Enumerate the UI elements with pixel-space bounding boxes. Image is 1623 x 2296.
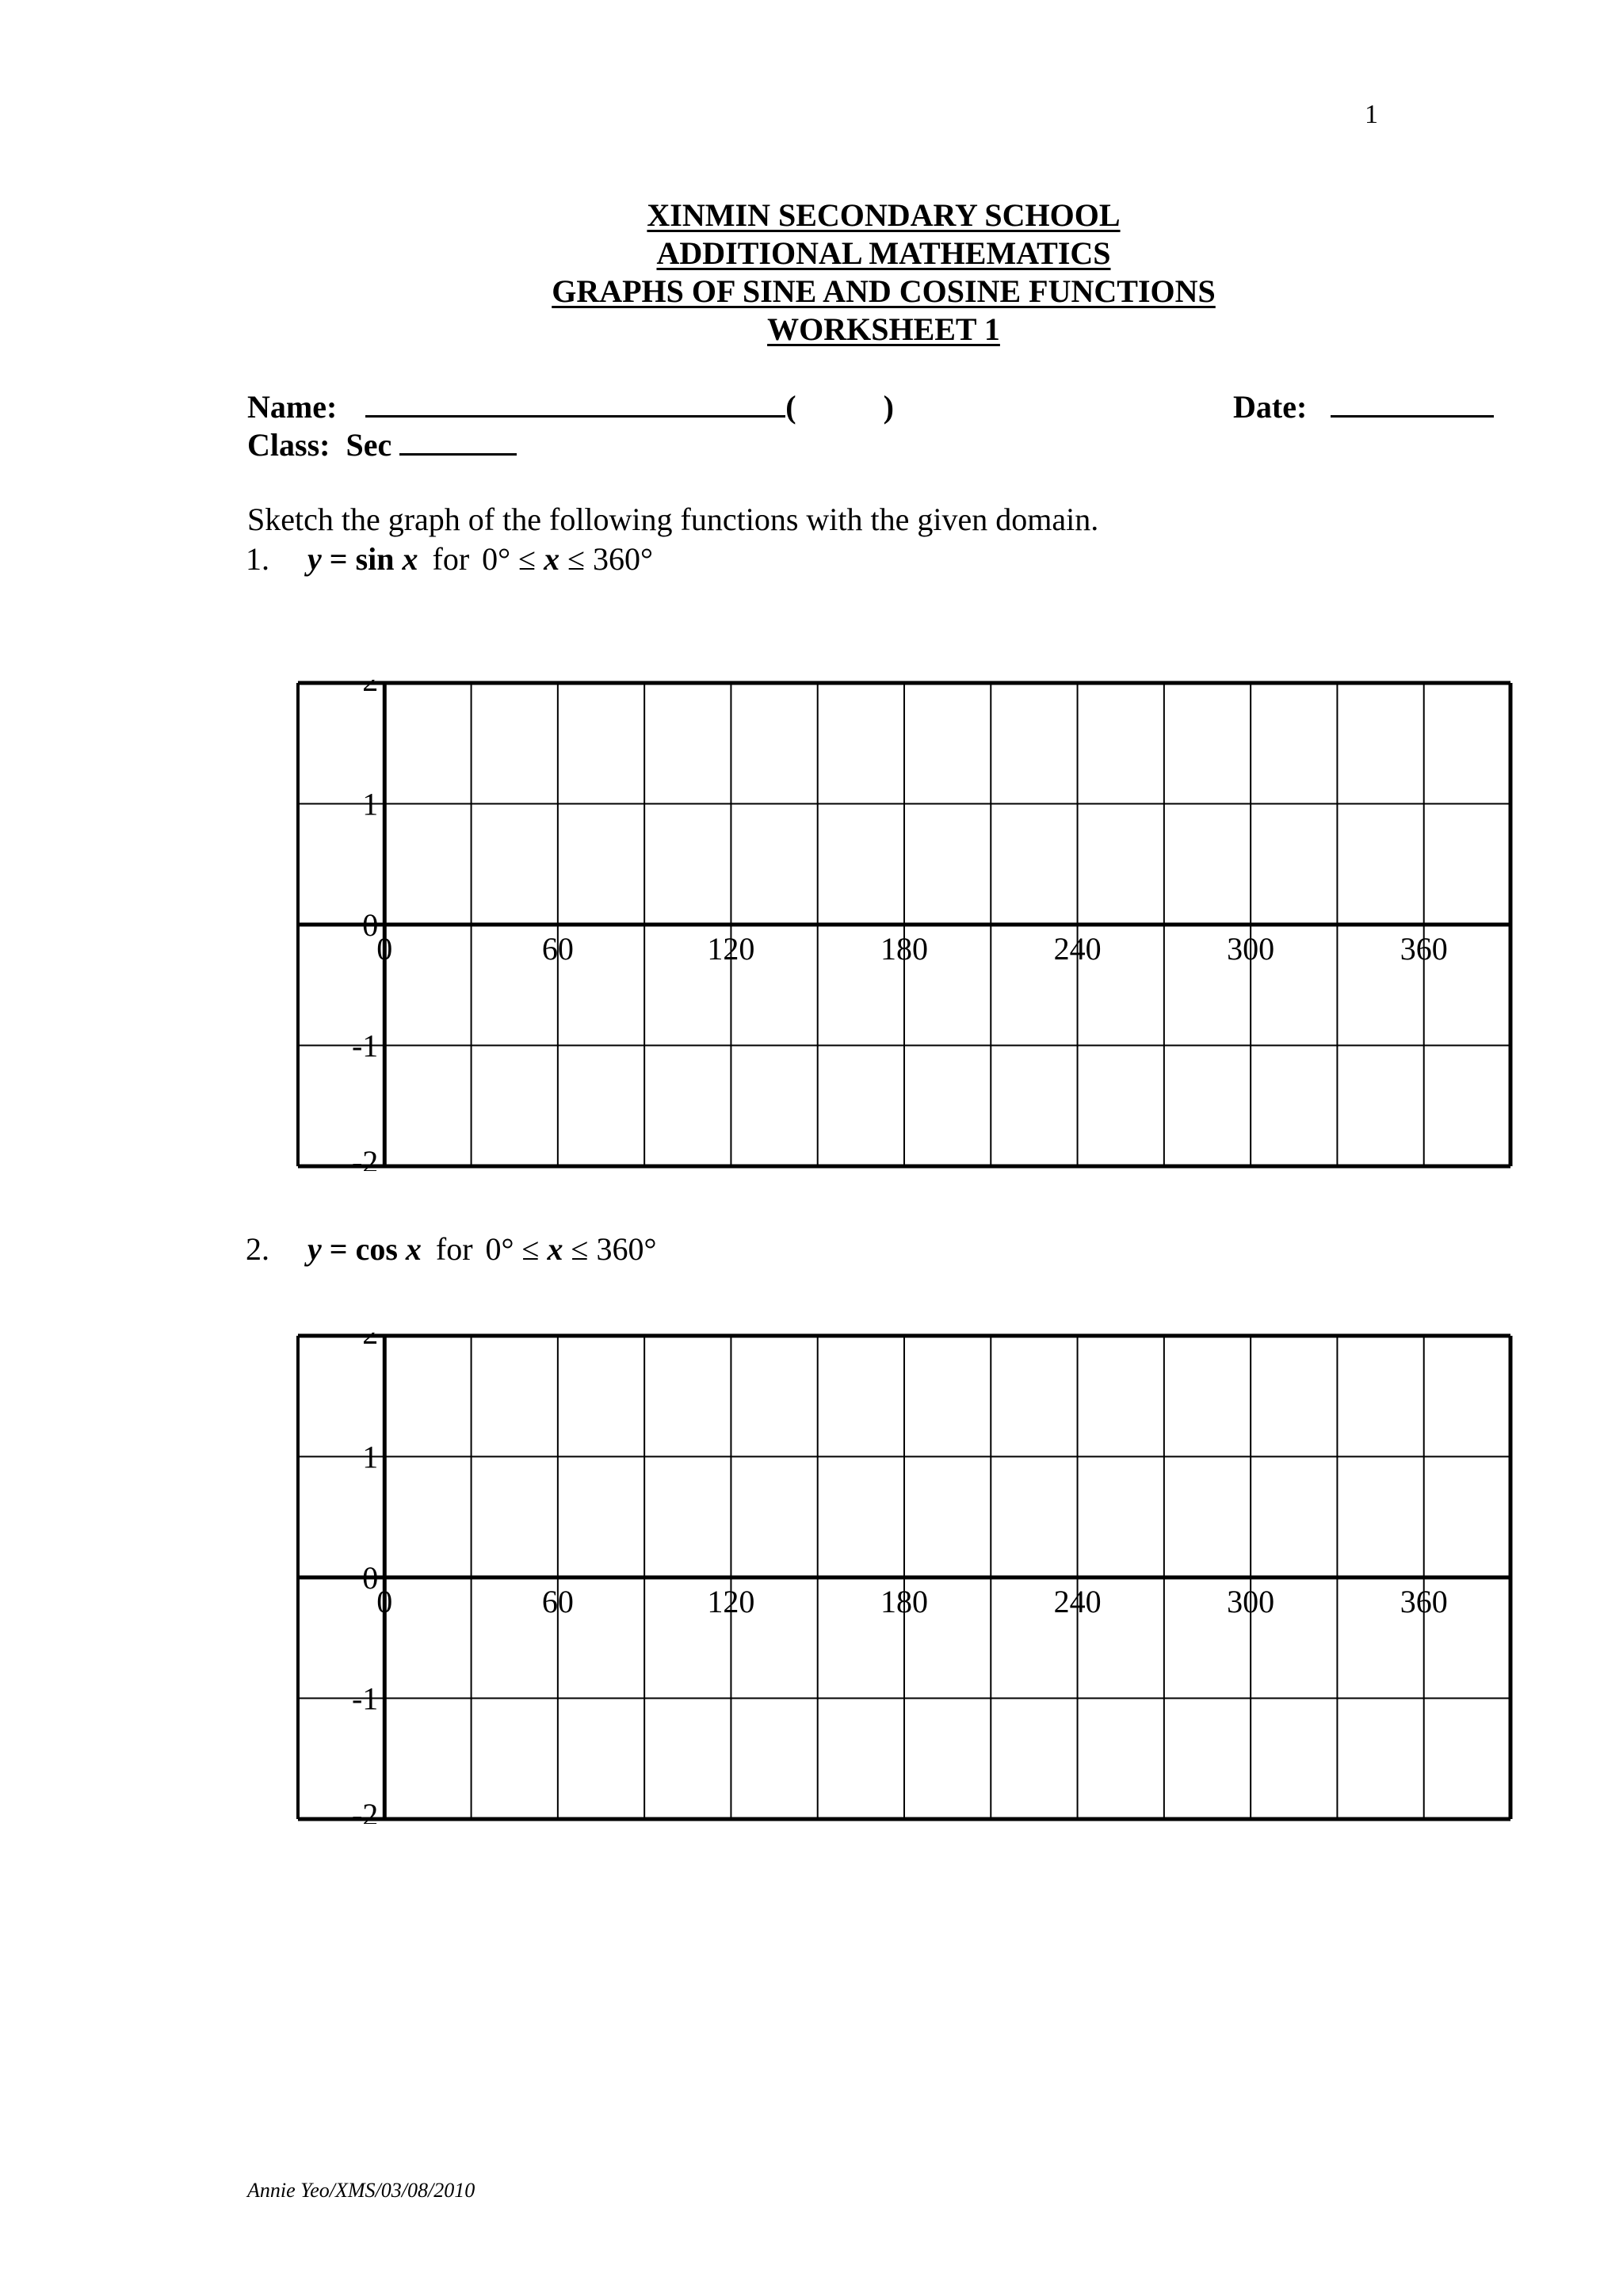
domain-end: ≤ 360°	[567, 541, 654, 577]
x-tick-label: 120	[707, 931, 755, 967]
function-equals: =	[329, 541, 348, 577]
graph-grid-2[interactable]	[295, 1333, 1515, 1828]
y-tick-label: 2	[362, 1333, 379, 1351]
domain-variable: x	[544, 541, 560, 577]
y-tick-label: -2	[351, 1797, 379, 1824]
function-y: y	[307, 541, 322, 577]
y-tick-label: 1	[362, 1439, 379, 1475]
school-name: XINMIN SECONDARY SCHOOL	[647, 197, 1121, 233]
y-tick-label: -1	[351, 1028, 379, 1064]
function-equals: =	[329, 1231, 348, 1267]
question-2	[246, 1230, 656, 1268]
page-number: 1	[1365, 100, 1378, 129]
subject-title: ADDITIONAL MATHEMATICS	[656, 235, 1111, 271]
x-tick-label: 120	[707, 1584, 755, 1619]
domain-prefix: for	[432, 541, 470, 577]
x-tick-label: 300	[1227, 1584, 1275, 1619]
register-number-blank[interactable]	[804, 392, 876, 418]
class-blank[interactable]	[399, 428, 517, 456]
domain-start: 0° ≤	[485, 1231, 540, 1267]
date-label: Date:	[1233, 389, 1308, 425]
x-tick-label: 180	[880, 1584, 928, 1619]
x-tick-label: 240	[1053, 931, 1102, 967]
function-x: x	[405, 1231, 422, 1267]
y-tick-label: -1	[351, 1680, 379, 1717]
domain-end: ≤ 360°	[571, 1231, 657, 1267]
function-y: y	[307, 1231, 322, 1267]
x-tick-label: 360	[1400, 1584, 1448, 1619]
graph-svg-1	[295, 680, 1515, 1171]
worksheet-header	[0, 196, 1623, 349]
y-tick-label: 0	[362, 907, 379, 943]
instructions: Sketch the graph of the following functions with the given domain.	[247, 502, 1099, 537]
x-tick-label: 180	[880, 931, 928, 967]
graph-grid-1[interactable]	[295, 680, 1515, 1175]
y-tick-label: 1	[362, 786, 379, 822]
class-prefix: Sec	[346, 427, 392, 463]
y-tick-label: 0	[362, 1560, 379, 1596]
name-label: Name:	[247, 389, 338, 425]
domain-start: 0° ≤	[482, 541, 537, 577]
x-tick-label: 240	[1053, 1584, 1102, 1619]
class-row	[247, 426, 517, 463]
footer-author: Annie Yeo/XMS/03/08/2010	[247, 2179, 475, 2202]
class-label: Class:	[247, 427, 330, 463]
date-row	[1233, 388, 1494, 425]
question-number: 1.	[246, 541, 269, 577]
function-x: x	[402, 541, 418, 577]
topic-title: GRAPHS OF SINE AND COSINE FUNCTIONS	[552, 273, 1216, 309]
domain-variable: x	[547, 1231, 563, 1267]
x-tick-label: 60	[541, 931, 574, 967]
register-paren-open: (	[785, 389, 796, 425]
y-tick-label: -2	[351, 1144, 379, 1171]
name-row	[247, 388, 894, 425]
worksheet-title: WORKSHEET 1	[767, 311, 1000, 347]
name-blank[interactable]	[365, 390, 785, 418]
question-number: 2.	[246, 1231, 269, 1267]
x-tick-label: 60	[541, 1584, 574, 1619]
x-tick-label: 0	[376, 1584, 393, 1619]
register-paren-close: )	[883, 389, 894, 425]
x-tick-label: 360	[1400, 931, 1448, 967]
y-tick-label: 2	[362, 680, 379, 698]
graph-svg-2	[295, 1333, 1515, 1824]
x-tick-label: 0	[376, 931, 393, 967]
question-1	[246, 540, 653, 578]
function-name: sin	[355, 541, 395, 577]
date-blank[interactable]	[1331, 390, 1494, 418]
domain-prefix: for	[435, 1231, 473, 1267]
x-tick-label: 300	[1227, 931, 1275, 967]
function-name: cos	[355, 1231, 398, 1267]
